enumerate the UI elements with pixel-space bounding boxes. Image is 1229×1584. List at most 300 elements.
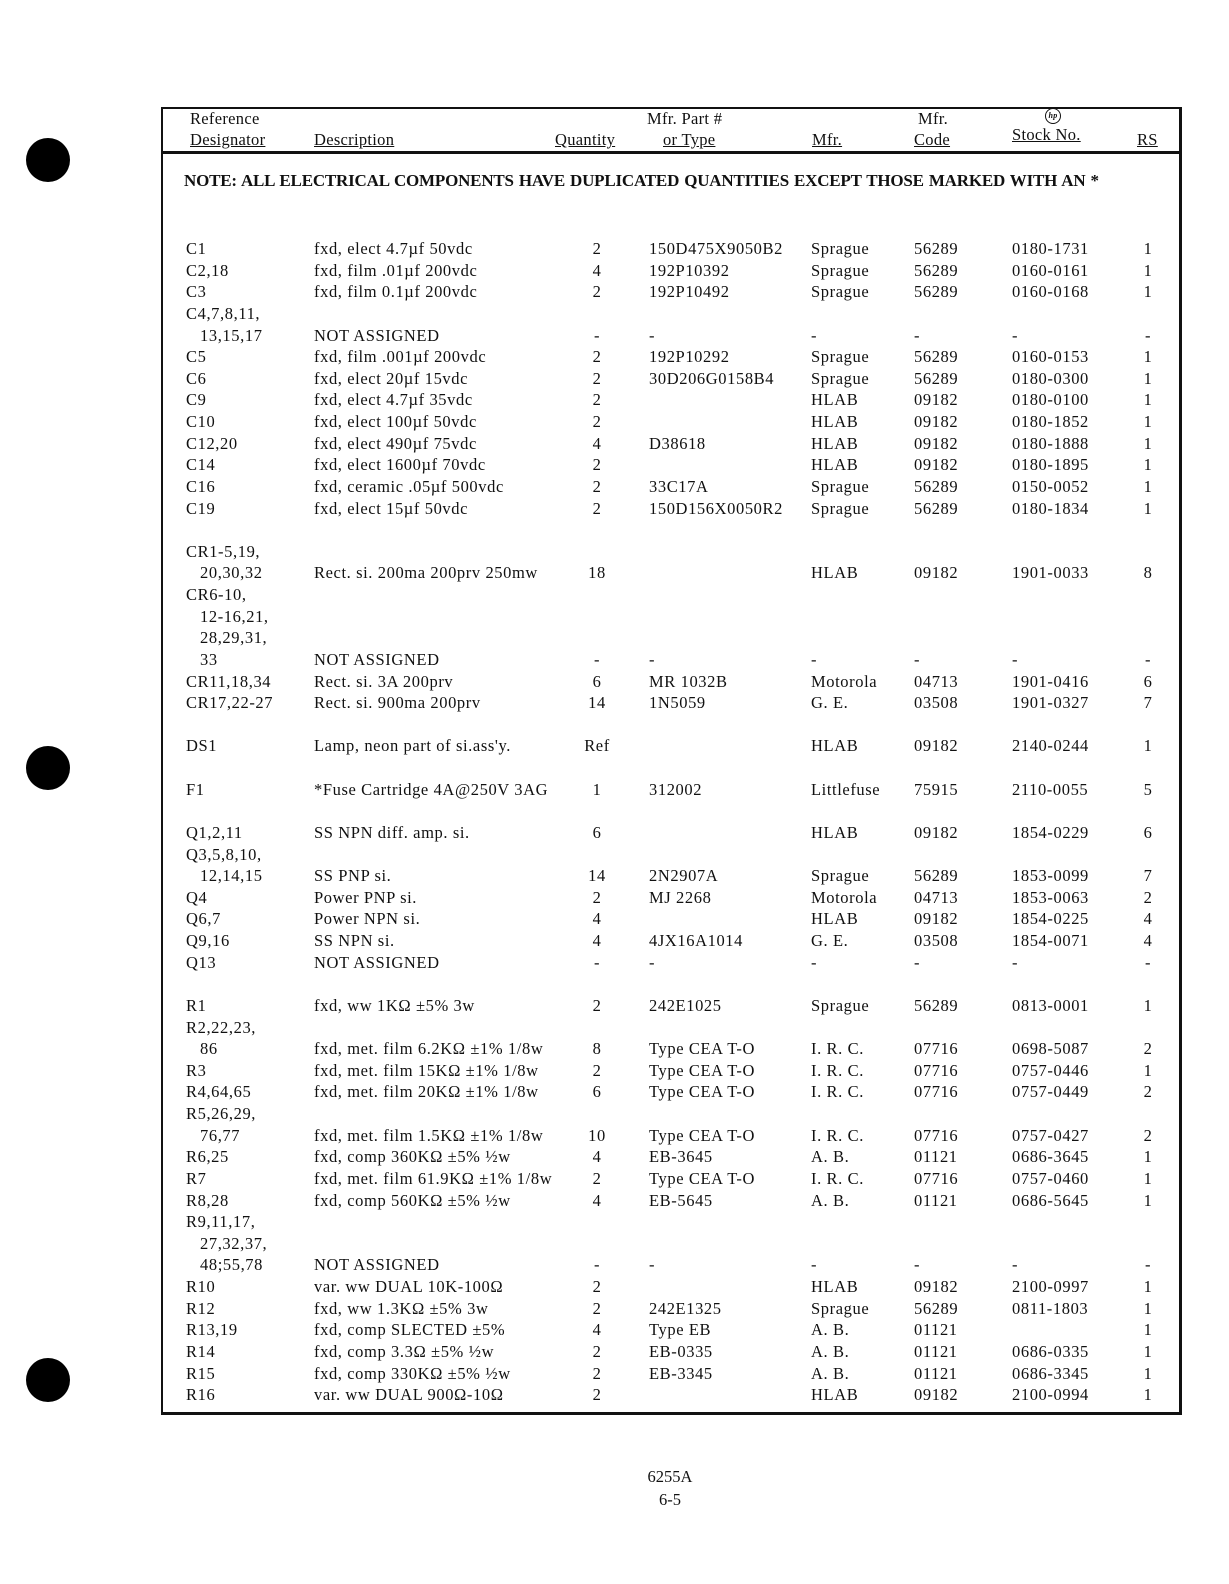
cell-ref: 27,32,37, (200, 1233, 268, 1253)
cell-part: 33C17A (649, 476, 709, 496)
cell-qty: 2 (592, 498, 602, 518)
cell-ref: CR11,18,34 (186, 671, 272, 691)
cell-part: 1N5059 (649, 693, 706, 713)
cell-rs: 1 (1143, 239, 1153, 258)
cell-stock: 0811-1803 (1012, 1298, 1089, 1318)
table-row (0, 498, 1229, 520)
cell-ref: C12,20 (186, 433, 238, 453)
cell-mfr: Sprague (811, 476, 870, 496)
cell-qty: 2 (592, 412, 602, 431)
header-text: or Type (663, 130, 716, 149)
cell-part: Type CEA T-O (649, 1039, 755, 1059)
cell-code: 56289 (914, 498, 959, 518)
cell-stock: 1854-0071 (1012, 931, 1089, 950)
cell-ref: CR6-10, (186, 585, 247, 604)
cell-stock: 0180-1852 (1012, 412, 1089, 431)
cell-rs: 8 (1143, 563, 1153, 583)
header-mfr-part (647, 108, 722, 150)
cell-rs: - (1144, 1255, 1152, 1275)
cell-stock: 0813-0001 (1012, 995, 1089, 1015)
cell-part: Type CEA T-O (649, 1125, 755, 1145)
cell-code: 56289 (914, 1298, 959, 1318)
cell-stock: 1853-0063 (1012, 887, 1089, 907)
table-row (0, 541, 1229, 563)
cell-code: - (914, 952, 921, 972)
cell-mfr: I. R. C. (811, 1082, 864, 1102)
cell-mfr: Sprague (811, 260, 870, 280)
table-row (0, 1254, 1229, 1276)
cell-part: EB-3645 (649, 1147, 713, 1167)
cell-code: 09182 (914, 1385, 959, 1405)
cell-code: 07716 (914, 1039, 959, 1059)
cell-code: - (914, 649, 921, 669)
cell-ref: R14 (186, 1341, 216, 1361)
cell-stock: 0180-0100 (1012, 390, 1089, 410)
cell-desc: NOT ASSIGNED (314, 952, 440, 972)
cell-stock: 0757-0446 (1012, 1060, 1089, 1080)
blank-row (0, 800, 1229, 822)
cell-part: MR 1032B (649, 671, 728, 691)
cell-desc: var. ww DUAL 900Ω-10Ω (314, 1385, 504, 1405)
table-row (0, 1319, 1229, 1341)
table-row (0, 779, 1229, 801)
cell-desc: SS NPN si. (314, 931, 395, 950)
table-row (0, 865, 1229, 887)
cell-mfr: Sprague (811, 239, 870, 258)
table-row (0, 476, 1229, 498)
cell-qty: 2 (592, 1341, 602, 1361)
table-row (0, 1125, 1229, 1147)
cell-mfr: I. R. C. (811, 1039, 864, 1059)
cell-part: D38618 (649, 433, 706, 453)
cell-ref: 33 (200, 649, 218, 669)
cell-ref: 76,77 (200, 1125, 241, 1145)
table-row (0, 411, 1229, 433)
cell-code: 56289 (914, 347, 959, 367)
cell-code: 56289 (914, 282, 959, 302)
cell-stock: 0757-0460 (1012, 1168, 1089, 1188)
cell-code: 56289 (914, 866, 959, 886)
cell-part: 242E1025 (649, 995, 722, 1015)
cell-rs: 1 (1143, 347, 1153, 367)
cell-code: 03508 (914, 693, 959, 713)
cell-stock: - (1012, 952, 1019, 972)
cell-ref: C16 (186, 476, 216, 496)
cell-qty: 4 (592, 909, 602, 929)
cell-rs: - (1144, 952, 1152, 972)
cell-stock: 2100-0994 (1012, 1385, 1089, 1405)
table-row (0, 562, 1229, 584)
cell-mfr: Sprague (811, 282, 870, 302)
cell-ref: 20,30,32 (200, 563, 263, 583)
cell-mfr: HLAB (811, 390, 859, 410)
cell-rs: 1 (1143, 1190, 1153, 1210)
cell-mfr: Sprague (811, 347, 870, 367)
cell-code: 09182 (914, 412, 959, 431)
cell-code: 04713 (914, 887, 959, 907)
table-row (0, 692, 1229, 714)
cell-desc: fxd, ww 1KΩ ±5% 3w (314, 995, 475, 1015)
cell-ref: C4,7,8,11, (186, 303, 261, 323)
cell-ref: Q13 (186, 952, 217, 972)
cell-ref: 86 (200, 1039, 218, 1059)
table-row (0, 346, 1229, 368)
cell-code: 09182 (914, 736, 959, 756)
cell-rs: 2 (1143, 1125, 1153, 1145)
cell-part: 192P10392 (649, 260, 730, 280)
cell-rs: 1 (1143, 433, 1153, 453)
cell-desc: fxd, comp 360KΩ ±5% ½w (314, 1147, 511, 1167)
table-row (0, 930, 1229, 952)
cell-part: 30D206G0158B4 (649, 368, 775, 388)
cell-rs: 1 (1143, 995, 1153, 1015)
cell-ref: Q9,16 (186, 931, 230, 950)
cell-code: 56289 (914, 239, 959, 258)
cell-desc: NOT ASSIGNED (314, 325, 440, 345)
cell-desc: *Fuse Cartridge 4A@250V 3AG (314, 779, 549, 799)
cell-part: - (649, 325, 656, 345)
cell-code: - (914, 1255, 921, 1275)
cell-ref: R16 (186, 1385, 216, 1405)
cell-ref: Q1,2,11 (186, 822, 243, 842)
table-row (0, 1341, 1229, 1363)
cell-stock: 1854-0225 (1012, 909, 1089, 929)
header-mfr-code (914, 108, 950, 150)
cell-rs: 2 (1143, 887, 1153, 907)
cell-rs: 1 (1143, 1147, 1153, 1167)
cell-ref: C1 (186, 239, 207, 258)
cell-stock: 0160-0168 (1012, 282, 1089, 302)
cell-desc: Power PNP si. (314, 887, 417, 907)
cell-mfr: Sprague (811, 1298, 870, 1318)
model-number: 6255A (647, 1467, 693, 1486)
table-row (0, 844, 1229, 866)
cell-code: 09182 (914, 563, 959, 583)
cell-ref: C2,18 (186, 260, 229, 280)
cell-rs: 1 (1143, 476, 1153, 496)
cell-ref: R2,22,23, (186, 1017, 257, 1037)
cell-ref: 48;55,78 (200, 1255, 264, 1275)
table-row (0, 281, 1229, 303)
table-row (0, 1363, 1229, 1385)
cell-part: 4JX16A1014 (649, 931, 744, 950)
cell-mfr: HLAB (811, 822, 859, 842)
cell-part: Type CEA T-O (649, 1060, 755, 1080)
table-row (0, 606, 1229, 628)
cell-qty: 4 (592, 1147, 602, 1167)
cell-ref: Q6,7 (186, 909, 221, 929)
cell-ref: R12 (186, 1298, 216, 1318)
cell-stock: 0686-5645 (1012, 1190, 1089, 1210)
cell-part: 312002 (649, 779, 703, 799)
cell-code: 09182 (914, 909, 959, 929)
cell-code: 07716 (914, 1082, 959, 1102)
cell-qty: 2 (592, 476, 602, 496)
cell-mfr: Motorola (811, 887, 878, 907)
cell-stock: 1853-0099 (1012, 866, 1089, 886)
cell-desc: fxd, elect 20µf 15vdc (314, 368, 469, 388)
cell-part: 242E1325 (649, 1298, 722, 1318)
cell-part: EB-3345 (649, 1363, 713, 1383)
cell-desc: fxd, ww 1.3KΩ ±5% 3w (314, 1298, 489, 1318)
cell-stock: - (1012, 325, 1019, 345)
cell-rs: 2 (1143, 1039, 1153, 1059)
header-text: Reference (190, 109, 260, 128)
cell-qty: 14 (588, 693, 606, 713)
cell-rs: 1 (1143, 1385, 1153, 1405)
cell-mfr: A. B. (811, 1147, 850, 1167)
cell-code: 03508 (914, 931, 959, 950)
cell-stock: 2110-0055 (1012, 779, 1089, 799)
cell-qty: 4 (592, 1320, 602, 1340)
cell-mfr: HLAB (811, 563, 859, 583)
header-mfr: Mfr. (812, 130, 843, 149)
cell-mfr: A. B. (811, 1320, 850, 1340)
table-row (0, 671, 1229, 693)
cell-stock: 0698-5087 (1012, 1039, 1089, 1059)
table-row (0, 1384, 1229, 1406)
cell-desc: fxd, ceramic .05µf 500vdc (314, 476, 504, 496)
cell-ref: C6 (186, 368, 207, 388)
cell-qty: - (593, 325, 601, 345)
cell-qty: 4 (592, 433, 602, 453)
cell-ref: 13,15,17 (200, 325, 263, 345)
cell-desc: fxd, elect 1600µf 70vdc (314, 455, 486, 475)
cell-part: MJ 2268 (649, 887, 712, 907)
cell-stock: 2140-0244 (1012, 736, 1089, 756)
cell-mfr: G. E. (811, 931, 849, 950)
cell-ref: R13,19 (186, 1320, 238, 1340)
table-row (0, 1081, 1229, 1103)
cell-ref: CR17,22-27 (186, 693, 274, 713)
cell-part: 2N2907A (649, 866, 719, 886)
cell-qty: 6 (592, 671, 602, 691)
cell-rs: 1 (1143, 282, 1153, 302)
cell-ref: 12-16,21, (200, 606, 269, 626)
cell-desc: fxd, film .001µf 200vdc (314, 347, 487, 367)
table-row (0, 389, 1229, 411)
cell-mfr: Motorola (811, 671, 878, 691)
table-row (0, 454, 1229, 476)
cell-stock: 2100-0997 (1012, 1277, 1089, 1296)
cell-qty: 2 (592, 455, 602, 475)
table-row (0, 368, 1229, 390)
cell-code: 09182 (914, 390, 959, 410)
table-row (0, 627, 1229, 649)
cell-rs: 2 (1143, 1082, 1153, 1102)
cell-part: Type CEA T-O (649, 1082, 755, 1102)
cell-stock: 0180-1895 (1012, 455, 1089, 475)
cell-qty: 10 (588, 1125, 606, 1145)
cell-qty: 2 (592, 1298, 602, 1318)
cell-qty: - (593, 649, 601, 669)
cell-part: Type EB (649, 1320, 712, 1340)
table-row (0, 1103, 1229, 1125)
cell-stock: 0160-0161 (1012, 260, 1089, 280)
table-row (0, 649, 1229, 671)
cell-desc: fxd, elect 15µf 50vdc (314, 498, 469, 518)
cell-qty: 4 (592, 1190, 602, 1210)
cell-ref: R10 (186, 1277, 216, 1296)
cell-rs: 1 (1143, 498, 1153, 518)
cell-qty: 2 (592, 239, 602, 258)
cell-desc: fxd, met. film 1.5KΩ ±1% 1/8w (314, 1125, 544, 1145)
cell-desc: fxd, film 0.1µf 200vdc (314, 282, 478, 302)
header-description: Description (314, 130, 395, 149)
cell-mfr: I. R. C. (811, 1060, 864, 1080)
cell-qty: 1 (592, 779, 602, 799)
cell-desc: Rect. si. 900ma 200prv (314, 693, 481, 713)
cell-ref: 28,29,31, (200, 628, 268, 648)
cell-desc: SS NPN diff. amp. si. (314, 822, 470, 842)
page-number: 6-5 (659, 1490, 681, 1509)
cell-ref: R5,26,29, (186, 1104, 257, 1123)
cell-stock: 0150-0052 (1012, 476, 1089, 496)
cell-mfr: A. B. (811, 1341, 850, 1361)
header-stock-no (1012, 108, 1081, 145)
cell-part: 192P10492 (649, 282, 730, 302)
cell-mfr: HLAB (811, 433, 859, 453)
table-row (0, 584, 1229, 606)
table-row (0, 238, 1229, 260)
cell-desc: NOT ASSIGNED (314, 649, 440, 669)
cell-code: 56289 (914, 995, 959, 1015)
cell-desc: var. ww DUAL 10K-100Ω (314, 1277, 504, 1296)
cell-rs: 6 (1143, 822, 1153, 842)
cell-desc: NOT ASSIGNED (314, 1255, 440, 1275)
cell-code: 56289 (914, 476, 959, 496)
table-row (0, 1190, 1229, 1212)
cell-desc: fxd, elect 100µf 50vdc (314, 412, 477, 431)
cell-desc: Lamp, neon part of si.ass'y. (314, 736, 511, 756)
cell-rs: 1 (1143, 260, 1153, 280)
cell-rs: 4 (1143, 909, 1153, 929)
header-text: Stock No. (1012, 125, 1081, 144)
cell-code: 07716 (914, 1125, 959, 1145)
blank-row (0, 714, 1229, 736)
cell-part: EB-0335 (649, 1341, 713, 1361)
cell-rs: 7 (1143, 866, 1153, 886)
cell-desc: fxd, comp 3.3Ω ±5% ½w (314, 1341, 495, 1361)
cell-desc: Power NPN si. (314, 909, 421, 929)
cell-ref: R9,11,17, (186, 1212, 256, 1232)
cell-mfr: Sprague (811, 995, 870, 1015)
cell-code: 01121 (914, 1363, 958, 1383)
cell-desc: fxd, elect 490µf 75vdc (314, 433, 477, 453)
cell-ref: R15 (186, 1363, 216, 1383)
cell-code: 75915 (914, 779, 959, 799)
cell-desc: fxd, comp 330KΩ ±5% ½w (314, 1363, 511, 1383)
cell-desc: fxd, comp 560KΩ ±5% ½w (314, 1190, 511, 1210)
cell-code: 07716 (914, 1168, 959, 1188)
cell-rs: 4 (1143, 931, 1153, 950)
cell-part: - (649, 952, 656, 972)
cell-part: - (649, 649, 656, 669)
cell-rs: 1 (1143, 736, 1153, 756)
cell-stock: 0686-3345 (1012, 1363, 1089, 1383)
cell-stock: 1854-0229 (1012, 822, 1089, 842)
cell-part: 192P10292 (649, 347, 730, 367)
table-row (0, 325, 1229, 347)
cell-ref: C5 (186, 347, 207, 367)
cell-desc: fxd, met. film 6.2KΩ ±1% 1/8w (314, 1039, 544, 1059)
header-quantity: Quantity (555, 130, 616, 149)
cell-qty: - (593, 1255, 601, 1275)
cell-rs: 1 (1143, 1277, 1153, 1296)
cell-stock: 0686-0335 (1012, 1341, 1089, 1361)
header-text: Designator (190, 130, 266, 149)
cell-code: 09182 (914, 822, 959, 842)
cell-ref: C3 (186, 282, 207, 302)
cell-desc: Rect. si. 200ma 200prv 250mw (314, 563, 538, 583)
cell-ref: R7 (186, 1168, 207, 1188)
cell-rs: 5 (1143, 779, 1153, 799)
cell-ref: C14 (186, 455, 216, 475)
cell-qty: 2 (592, 1060, 602, 1080)
cell-code: 09182 (914, 455, 959, 475)
table-row (0, 1017, 1229, 1039)
cell-ref: Q3,5,8,10, (186, 844, 262, 864)
cell-mfr: - (811, 325, 818, 345)
cell-rs: 1 (1143, 390, 1153, 410)
table-row (0, 908, 1229, 930)
cell-qty: 14 (588, 866, 606, 886)
cell-rs: 1 (1143, 1341, 1153, 1361)
cell-mfr: I. R. C. (811, 1168, 864, 1188)
cell-mfr: G. E. (811, 693, 849, 713)
cell-mfr: HLAB (811, 736, 859, 756)
cell-code: 01121 (914, 1341, 958, 1361)
cell-rs: - (1144, 325, 1152, 345)
cell-desc: fxd, met. film 20KΩ ±1% 1/8w (314, 1082, 539, 1102)
cell-stock: - (1012, 1255, 1019, 1275)
cell-mfr: Sprague (811, 498, 870, 518)
cell-code: 01121 (914, 1190, 958, 1210)
note-duplicated-quantities: NOTE: ALL ELECTRICAL COMPONENTS HAVE DUPLICATED QUANTITIES EXCEPT THOSE MARKED WITH AN * (184, 171, 1099, 190)
header-reference-designator (190, 108, 265, 150)
cell-ref: R6,25 (186, 1147, 229, 1167)
parts-list (0, 238, 1229, 1406)
cell-stock: 0757-0427 (1012, 1125, 1089, 1145)
cell-rs: 1 (1143, 1320, 1153, 1340)
table-row (0, 1168, 1229, 1190)
cell-part: 150D156X0050R2 (649, 498, 783, 518)
header-text: Mfr. Part # (647, 109, 723, 128)
punch-hole (26, 138, 70, 182)
cell-mfr: - (811, 649, 818, 669)
table-row (0, 952, 1229, 974)
cell-part: Type CEA T-O (649, 1168, 755, 1188)
cell-desc: fxd, comp SLECTED ±5% (314, 1320, 506, 1340)
cell-ref: CR1-5,19, (186, 541, 261, 561)
cell-ref: R4,64,65 (186, 1082, 252, 1102)
cell-code: 01121 (914, 1147, 958, 1167)
cell-part: EB-5645 (649, 1190, 713, 1210)
table-row (0, 1211, 1229, 1233)
cell-qty: 6 (592, 1082, 602, 1102)
cell-stock: 0180-1888 (1012, 433, 1089, 453)
blank-row (0, 519, 1229, 541)
cell-desc: fxd, elect 4.7µf 50vdc (314, 239, 473, 258)
cell-code: 09182 (914, 1277, 959, 1296)
cell-stock: 0180-0300 (1012, 368, 1089, 388)
cell-qty: 2 (592, 1277, 602, 1296)
cell-code: 01121 (914, 1320, 958, 1340)
table-row (0, 433, 1229, 455)
blank-row (0, 757, 1229, 779)
cell-stock: 0180-1834 (1012, 498, 1089, 518)
cell-desc: fxd, elect 4.7µf 35vdc (314, 390, 473, 410)
